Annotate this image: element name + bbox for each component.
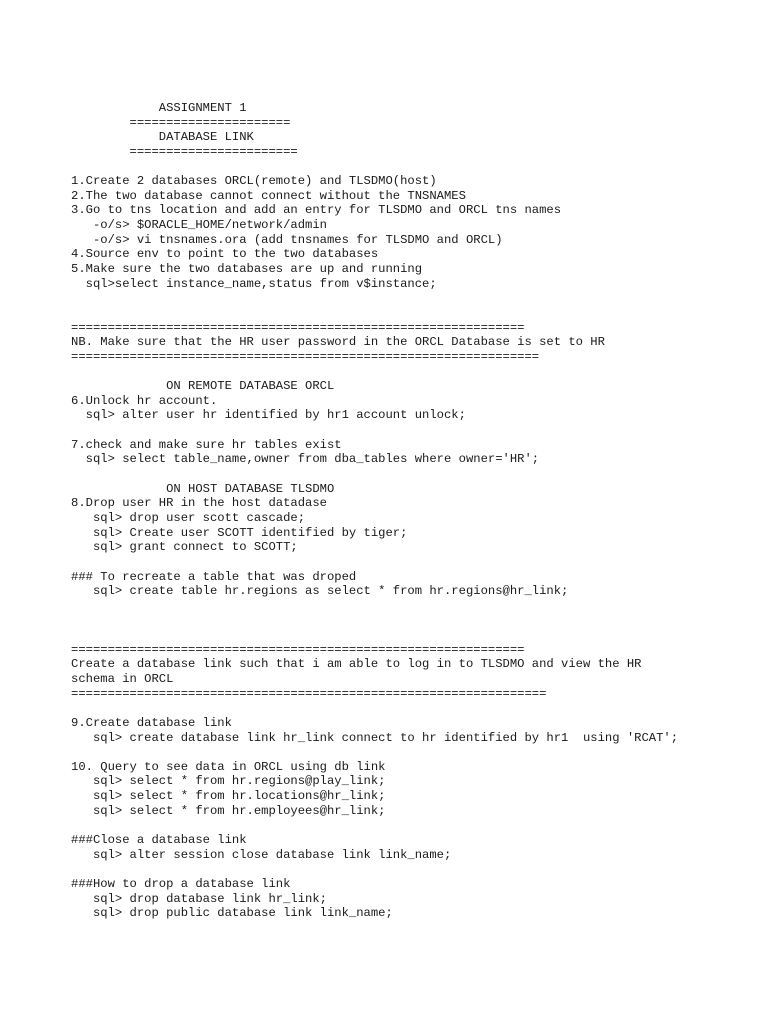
blank-line [71, 862, 678, 877]
section-heading-line: ON REMOTE DATABASE ORCL [71, 379, 335, 394]
section-heading-line: ON HOST DATABASE TLSDMO [71, 481, 335, 496]
sql-command-line: sql> Create user SCOTT identified by tiger; [71, 525, 408, 540]
sql-command-line: sql> alter user hr identified by hr1 account unlock; [71, 408, 466, 423]
sql-command-line: sql> select * from hr.regions@play_link; [71, 774, 386, 789]
blank-line [71, 291, 678, 306]
blank-line [71, 628, 678, 643]
blank-line [71, 599, 678, 614]
numbered-step-line: 4.Source env to point to the two databases [71, 247, 379, 262]
sql-command-line: sql> grant connect to SCOTT; [71, 540, 298, 555]
section-heading-line: ASSIGNMENT 1 [71, 101, 247, 115]
sql-command-line: sql> drop database link hr_link; [71, 891, 327, 906]
numbered-step-line: 10. Query to see data in ORCL using db link [71, 759, 386, 774]
numbered-step-line: 9.Create database link [71, 715, 232, 730]
blank-line [71, 306, 678, 321]
sql-command-line: sql>select instance_name,status from v$instance; [71, 276, 437, 291]
divider-line: ================================================================= [71, 686, 547, 701]
blank-line [71, 160, 678, 175]
divider-line: ======================= [71, 144, 298, 159]
sql-command-line: sql> select table_name,owner from dba_tables where owner='HR'; [71, 452, 540, 467]
numbered-step-line: 1.Create 2 databases ORCL(remote) and TLSDMO(host) [71, 174, 437, 189]
sql-command-line: sql> create table hr.regions as select * from hr.regions@hr_link; [71, 584, 569, 599]
numbered-step-line: 3.Go to tns location and add an entry for TLSDMO and ORCL tns names [71, 203, 562, 218]
sql-command-line: sql> select * from hr.employees@hr_link; [71, 803, 386, 818]
sql-command-line: sql> alter session close database link link_name; [71, 847, 452, 862]
comment-heading-line: ###Close a database link [71, 833, 247, 848]
text-line: schema in ORCL [71, 671, 174, 686]
blank-line [71, 423, 678, 438]
divider-line: ============================================================== [71, 320, 525, 335]
divider-line: ================================================================ [71, 349, 540, 364]
numbered-step-line: 5.Make sure the two databases are up and running [71, 262, 423, 277]
blank-line [71, 818, 678, 833]
numbered-step-line: 2.The two database cannot connect without the TNSNAMES [71, 188, 466, 203]
blank-line [71, 467, 678, 482]
blank-line [71, 745, 678, 760]
shell-command-line: -o/s> $ORACLE_HOME/network/admin [71, 218, 327, 233]
sql-command-line: sql> create database link hr_link connect to hr identified by hr1 using 'RCAT'; [71, 730, 679, 745]
numbered-step-line: 8.Drop user HR in the host datadase [71, 496, 327, 511]
shell-command-line: -o/s> vi tnsnames.ora (add tnsnames for TLSDMO and ORCL) [71, 232, 503, 247]
numbered-step-line: 7.check and make sure hr tables exist [71, 437, 342, 452]
document-body [71, 101, 678, 921]
sql-command-line: sql> drop public database link link_name; [71, 906, 393, 921]
blank-line [71, 365, 678, 380]
text-line: Create a database link such that i am able to log in to TLSDMO and view the HR [71, 657, 642, 672]
sql-command-line: sql> select * from hr.locations@hr_link; [71, 789, 386, 804]
blank-line [71, 613, 678, 628]
divider-line: ============================================================== [71, 642, 525, 657]
blank-line [71, 555, 678, 570]
comment-heading-line: ### To recreate a table that was droped [71, 569, 357, 584]
text-line: NB. Make sure that the HR user password in the ORCL Database is set to HR [71, 335, 605, 350]
sql-command-line: sql> drop user scott cascade; [71, 510, 306, 525]
numbered-step-line: 6.Unlock hr account. [71, 393, 218, 408]
blank-line [71, 701, 678, 716]
section-heading-line: DATABASE LINK [71, 130, 254, 145]
divider-line: ====================== [71, 115, 291, 130]
comment-heading-line: ###How to drop a database link [71, 876, 291, 891]
